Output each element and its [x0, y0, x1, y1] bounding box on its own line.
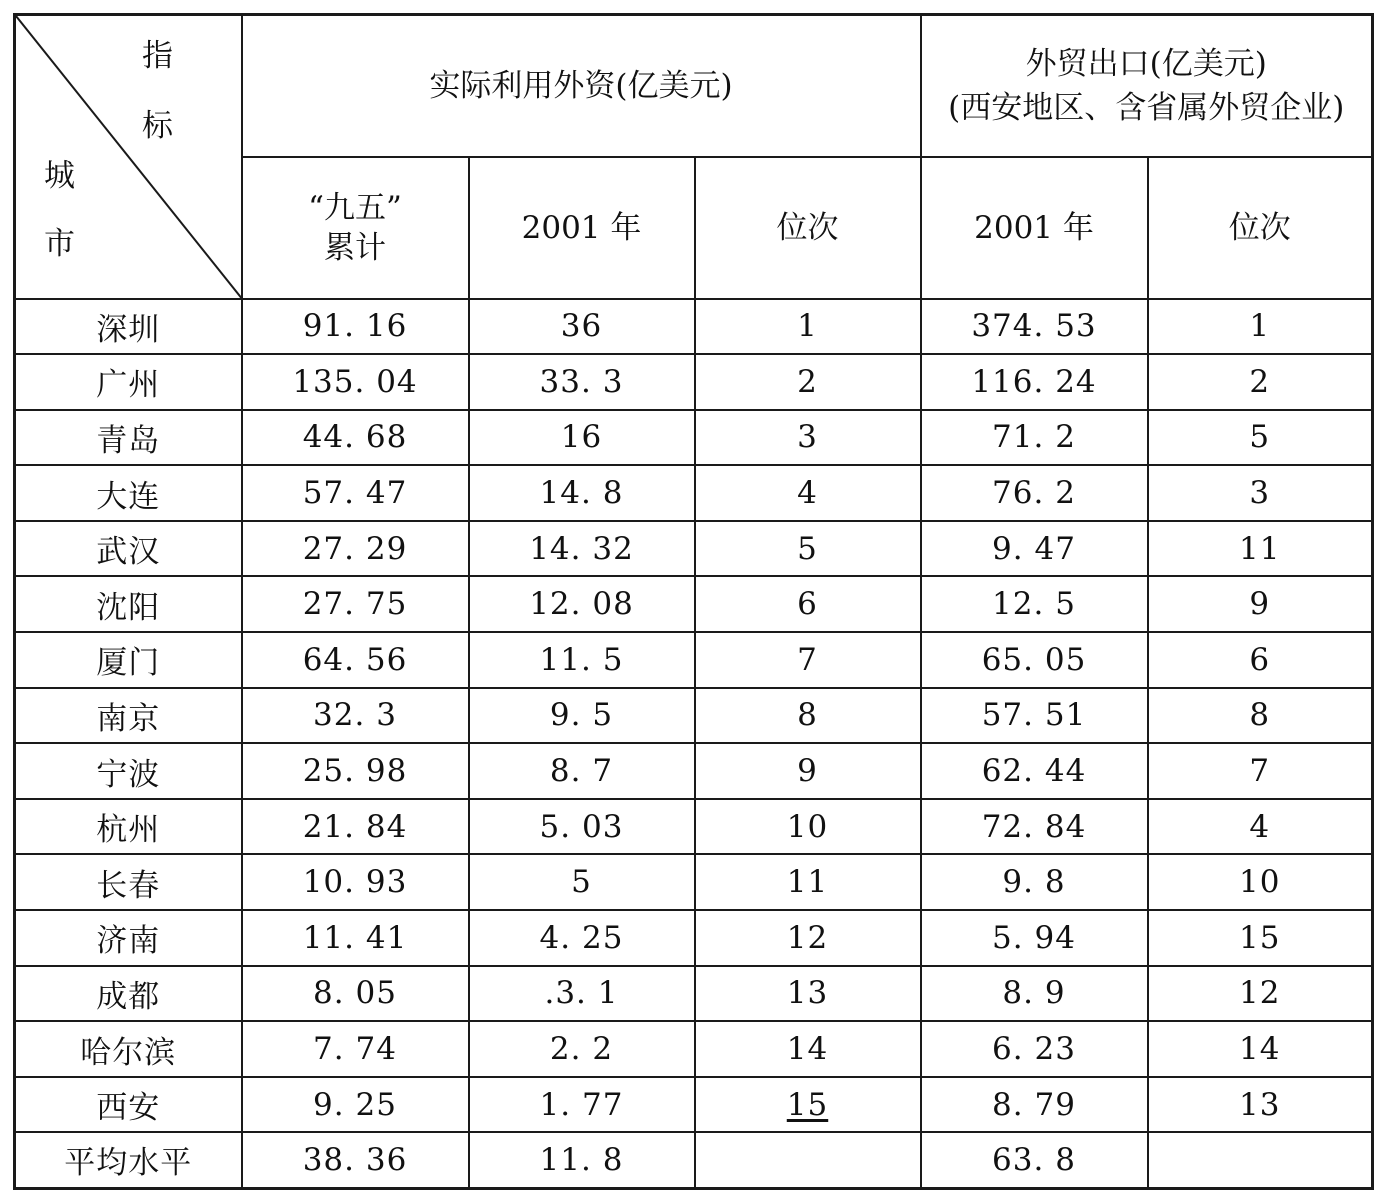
fdi-rank-cell-text: 9 — [797, 753, 818, 790]
fdi-rank-cell — [695, 688, 921, 744]
city-cell — [15, 410, 242, 466]
fdi-rank-cell-text: 3 — [797, 419, 818, 456]
fdi-rank-cell — [695, 576, 921, 632]
fdi-rank-cell — [695, 1132, 921, 1188]
city-cell — [15, 1132, 242, 1188]
export-2001-cell-text: 116. 24 — [971, 363, 1097, 400]
fdi-2001-cell-text: 36 — [560, 308, 603, 345]
city-cell — [15, 576, 242, 632]
export-2001-cell — [921, 521, 1148, 577]
fdi-2001-cell — [469, 354, 695, 410]
fdi-2001-cell — [469, 410, 695, 466]
export-rank-cell — [1148, 299, 1373, 355]
fdi-cumulative-cell-text: 135. 04 — [292, 363, 418, 400]
export-rank-cell — [1148, 1077, 1373, 1133]
fdi-cumulative-cell — [242, 688, 469, 744]
export-rank-cell — [1148, 1021, 1373, 1077]
city-cell-text: 长春 — [96, 867, 161, 904]
fdi-cumulative-cell — [242, 743, 469, 799]
fdi-rank-cell-text: 5 — [797, 530, 818, 567]
export-2001-cell — [921, 354, 1148, 410]
export-2001-header: 2001 年 — [921, 157, 1148, 299]
export-2001-cell-text: 12. 5 — [992, 586, 1076, 623]
export-2001-cell-text: 57. 51 — [981, 697, 1087, 734]
fdi-cumulative-cell — [242, 910, 469, 966]
fdi-2001-header: 2001 年 — [469, 157, 695, 299]
export-rank-cell-text: 2 — [1249, 363, 1271, 400]
table-row — [15, 799, 1373, 855]
fdi-rank-cell — [695, 854, 921, 910]
fdi-cumulative-cell — [242, 521, 469, 577]
fdi-cumulative-cell-text: 7. 74 — [313, 1031, 397, 1068]
fdi-2001-cell-text: 14. 32 — [529, 530, 634, 567]
fdi-rank-cell-text: 7 — [797, 641, 818, 678]
city-cell — [15, 299, 242, 355]
export-2001-cell — [921, 576, 1148, 632]
export-2001-cell — [921, 910, 1148, 966]
table-wrapper — [13, 13, 1374, 1190]
city-cell — [15, 521, 242, 577]
fdi-rank-cell — [695, 910, 921, 966]
fdi-rank-cell — [695, 632, 921, 688]
fdi-rank-cell — [695, 1021, 921, 1077]
fdi-rank-cell — [695, 966, 921, 1022]
city-cell-text: 青岛 — [96, 422, 161, 459]
export-rank-cell-text: 10 — [1239, 864, 1281, 901]
fdi-2001-cell — [469, 1077, 695, 1133]
city-cell-text: 武汉 — [96, 534, 161, 571]
fdi-cumulative-cell-text: 44. 68 — [302, 419, 408, 456]
fdi-2001-cell-text: 9. 5 — [549, 697, 614, 734]
fdi-2001-cell — [469, 688, 695, 744]
export-2001-cell — [921, 299, 1148, 355]
fdi-cumulative-cell-text: 25. 98 — [302, 753, 408, 790]
fdi-rank-cell-text: 14 — [786, 1031, 829, 1068]
fdi-2001-cell-text: .3. 1 — [544, 975, 619, 1012]
fdi-cumulative-cell — [242, 410, 469, 466]
export-2001-cell-text: 71. 2 — [992, 419, 1076, 456]
city-cell-text: 宁波 — [96, 756, 161, 793]
city-cell-text: 杭州 — [96, 812, 161, 849]
fdi-group-header: 实际利用外资(亿美元) — [242, 15, 921, 157]
export-2001-cell-text: 5. 94 — [992, 919, 1076, 956]
fdi-rank-cell — [695, 354, 921, 410]
export-rank-cell — [1148, 410, 1373, 466]
export-2001-cell — [921, 1077, 1148, 1133]
city-cell — [15, 910, 242, 966]
export-group-header-line1: 外贸出口(亿美元) — [1025, 45, 1267, 82]
export-rank-cell-text: 1 — [1249, 308, 1271, 345]
fdi-cumulative-cell — [242, 1132, 469, 1188]
export-2001-cell — [921, 632, 1148, 688]
fdi-2001-cell — [469, 632, 695, 688]
fdi-cumulative-cell-text: 11. 41 — [302, 919, 408, 956]
export-rank-cell-text: 15 — [1239, 919, 1281, 956]
fdi-cumulative-cell-text: 21. 84 — [302, 808, 408, 845]
table-row — [15, 743, 1373, 799]
corner-city-top: 城 — [44, 158, 75, 194]
export-group-header — [921, 15, 1373, 157]
fdi-2001-cell-text: 4. 25 — [539, 919, 624, 956]
fdi-2001-cell-text: 16 — [560, 419, 603, 456]
city-cell-text: 南京 — [96, 700, 161, 737]
fdi-2001-cell-text: 14. 8 — [539, 475, 624, 512]
fdi-rank-cell — [695, 521, 921, 577]
fdi-rank-cell — [695, 799, 921, 855]
export-2001-cell — [921, 465, 1148, 521]
export-rank-cell-text: 11 — [1239, 530, 1281, 567]
table-row — [15, 688, 1373, 744]
export-2001-cell-text: 65. 05 — [981, 641, 1087, 678]
fdi-2001-cell-text: 11. 5 — [539, 641, 624, 678]
export-rank-cell — [1148, 1132, 1373, 1188]
fdi-rank-cell-text: 4 — [797, 475, 818, 512]
table-row — [15, 576, 1373, 632]
city-cell-text: 深圳 — [96, 311, 161, 348]
export-2001-cell — [921, 966, 1148, 1022]
city-cell — [15, 465, 242, 521]
fdi-cumulative-cell — [242, 1021, 469, 1077]
fdi-cumulative-cell-text: 91. 16 — [302, 308, 408, 345]
fdi-2001-cell — [469, 576, 695, 632]
export-rank-cell — [1148, 521, 1373, 577]
fdi-2001-cell — [469, 966, 695, 1022]
corner-indicator-top: 指 — [142, 38, 173, 74]
fdi-2001-cell-text: 5 — [571, 864, 592, 901]
fdi-2001-cell-text: 12. 08 — [529, 586, 634, 623]
fdi-cumulative-cell-text: 64. 56 — [302, 641, 408, 678]
city-cell-text: 平均水平 — [64, 1145, 193, 1182]
fdi-cumulative-header-line1: “九五” — [308, 189, 402, 226]
export-2001-cell — [921, 854, 1148, 910]
fdi-cumulative-cell-text: 32. 3 — [313, 697, 397, 734]
fdi-rank-cell — [695, 299, 921, 355]
export-2001-cell-text: 8. 79 — [992, 1086, 1076, 1123]
export-rank-cell-text: 9 — [1249, 586, 1271, 623]
city-cell — [15, 1021, 242, 1077]
export-rank-cell — [1148, 799, 1373, 855]
fdi-cumulative-cell — [242, 632, 469, 688]
export-rank-header: 位次 — [1148, 157, 1373, 299]
fdi-2001-cell-text: 2. 2 — [549, 1031, 614, 1068]
fdi-cumulative-cell — [242, 1077, 469, 1133]
fdi-cumulative-cell-text: 27. 29 — [302, 530, 408, 567]
fdi-2001-cell-text: 8. 7 — [549, 753, 614, 790]
export-2001-cell-text: 62. 44 — [981, 753, 1087, 790]
city-cell-text: 济南 — [96, 923, 161, 960]
city-cell-text: 哈尔滨 — [80, 1034, 177, 1071]
export-2001-cell-text: 8. 9 — [1002, 975, 1066, 1012]
export-2001-cell-text: 76. 2 — [992, 475, 1076, 512]
fdi-2001-cell — [469, 1021, 695, 1077]
export-rank-cell — [1148, 576, 1373, 632]
export-rank-cell — [1148, 465, 1373, 521]
export-rank-cell — [1148, 354, 1373, 410]
fdi-cumulative-cell — [242, 576, 469, 632]
city-cell — [15, 799, 242, 855]
fdi-cumulative-cell-text: 38. 36 — [302, 1141, 408, 1178]
export-rank-cell — [1148, 688, 1373, 744]
fdi-cumulative-cell-text: 57. 47 — [302, 475, 408, 512]
city-cell — [15, 966, 242, 1022]
export-rank-cell — [1148, 854, 1373, 910]
header-row-1 — [15, 15, 1373, 157]
export-rank-cell-text: 14 — [1239, 1031, 1281, 1068]
table-row — [15, 966, 1373, 1022]
fdi-cumulative-cell-text: 9. 25 — [313, 1086, 397, 1123]
export-rank-cell-text: 13 — [1239, 1086, 1281, 1123]
city-cell — [15, 354, 242, 410]
city-cell-text: 西安 — [96, 1090, 161, 1127]
export-2001-cell-text: 9. 47 — [992, 530, 1076, 567]
export-rank-cell — [1148, 910, 1373, 966]
city-cell — [15, 688, 242, 744]
table-row — [15, 1077, 1373, 1133]
export-rank-cell-text: 3 — [1249, 475, 1271, 512]
fdi-rank-header: 位次 — [695, 157, 921, 299]
export-2001-cell — [921, 1021, 1148, 1077]
fdi-cumulative-cell — [242, 854, 469, 910]
table-row — [15, 1021, 1373, 1077]
fdi-rank-cell-text: 2 — [797, 363, 818, 400]
export-rank-cell-text: 6 — [1249, 641, 1271, 678]
fdi-2001-cell-text: 1. 77 — [539, 1086, 624, 1123]
corner-indicator-bottom: 标 — [142, 108, 173, 144]
export-group-header-line2: (西安地区、含省属外贸企业) — [948, 89, 1345, 126]
export-rank-cell-text: 12 — [1239, 975, 1281, 1012]
fdi-cumulative-cell — [242, 799, 469, 855]
table-row — [15, 910, 1373, 966]
fdi-cumulative-cell — [242, 966, 469, 1022]
city-cell-text: 厦门 — [96, 645, 161, 682]
export-2001-cell — [921, 410, 1148, 466]
fdi-cumulative-cell — [242, 299, 469, 355]
export-2001-cell-text: 72. 84 — [981, 808, 1087, 845]
fdi-rank-cell-text: 1 — [797, 308, 818, 345]
city-cell — [15, 1077, 242, 1133]
city-comparison-table — [13, 13, 1374, 1190]
table-row — [15, 410, 1373, 466]
fdi-2001-cell-text: 33. 3 — [539, 363, 624, 400]
fdi-2001-cell — [469, 1132, 695, 1188]
table-row — [15, 521, 1373, 577]
fdi-rank-cell — [695, 410, 921, 466]
city-cell-text: 广州 — [96, 367, 161, 404]
city-cell — [15, 632, 242, 688]
city-cell — [15, 743, 242, 799]
fdi-2001-cell — [469, 521, 695, 577]
fdi-cumulative-cell-text: 27. 75 — [302, 586, 408, 623]
fdi-cumulative-cell — [242, 465, 469, 521]
fdi-rank-cell-text: 13 — [786, 975, 829, 1012]
fdi-cumulative-header — [242, 157, 469, 299]
export-rank-cell-text: 4 — [1249, 808, 1271, 845]
fdi-rank-cell-text: 12 — [786, 919, 829, 956]
export-2001-cell-text: 374. 53 — [971, 308, 1097, 345]
table-row — [15, 354, 1373, 410]
table-row — [15, 632, 1373, 688]
export-2001-cell-text: 9. 8 — [1002, 864, 1066, 901]
export-rank-cell-text: 7 — [1249, 753, 1271, 790]
export-rank-cell — [1148, 966, 1373, 1022]
fdi-2001-cell-text: 5. 03 — [539, 808, 624, 845]
fdi-2001-cell — [469, 465, 695, 521]
fdi-cumulative-cell-text: 10. 93 — [302, 864, 408, 901]
fdi-2001-cell-text: 11. 8 — [539, 1141, 624, 1178]
export-2001-cell-text: 63. 8 — [992, 1141, 1076, 1178]
export-2001-cell-text: 6. 23 — [992, 1031, 1076, 1068]
city-cell-text: 大连 — [96, 478, 161, 515]
fdi-rank-cell-text: 10 — [786, 808, 829, 845]
fdi-2001-cell — [469, 743, 695, 799]
export-rank-cell — [1148, 632, 1373, 688]
fdi-cumulative-cell — [242, 354, 469, 410]
export-rank-cell-text: 5 — [1249, 419, 1271, 456]
export-2001-cell — [921, 1132, 1148, 1188]
fdi-rank-cell-text: 6 — [797, 586, 818, 623]
city-cell-text: 成都 — [96, 978, 161, 1015]
fdi-2001-cell — [469, 299, 695, 355]
table-row — [15, 1132, 1373, 1188]
fdi-2001-cell — [469, 799, 695, 855]
fdi-2001-cell — [469, 910, 695, 966]
table-row — [15, 854, 1373, 910]
fdi-cumulative-cell-text: 8. 05 — [313, 975, 397, 1012]
city-cell — [15, 854, 242, 910]
export-rank-cell — [1148, 743, 1373, 799]
table-row — [15, 465, 1373, 521]
export-rank-cell-text: 8 — [1249, 697, 1271, 734]
export-2001-cell — [921, 799, 1148, 855]
fdi-rank-cell-text: 8 — [797, 697, 818, 734]
fdi-rank-cell — [695, 465, 921, 521]
corner-city-bottom: 市 — [44, 226, 75, 262]
city-cell-text: 沈阳 — [96, 589, 161, 626]
table-row — [15, 299, 1373, 355]
corner-header-cell — [15, 15, 242, 299]
export-2001-cell — [921, 688, 1148, 744]
fdi-rank-cell — [695, 743, 921, 799]
fdi-2001-cell — [469, 854, 695, 910]
export-2001-cell — [921, 743, 1148, 799]
fdi-rank-cell — [695, 1077, 921, 1133]
fdi-cumulative-header-line2: 累计 — [324, 229, 386, 266]
fdi-rank-cell-text: 11 — [786, 864, 829, 901]
fdi-rank-cell-text: 15 — [786, 1086, 829, 1123]
